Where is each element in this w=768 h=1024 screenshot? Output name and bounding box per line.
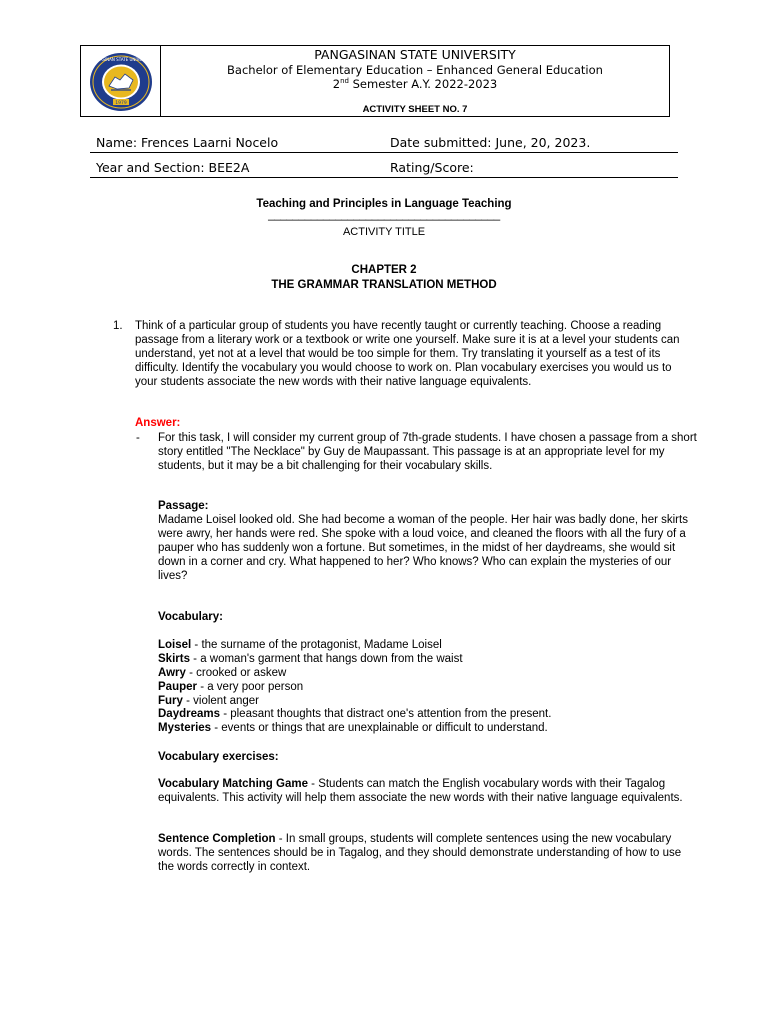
vocab-definition: - crooked or askew <box>185 666 287 679</box>
seal-text: PANGASINAN STATE UNIVERSITY <box>89 57 153 62</box>
vocabulary-item <box>158 653 688 667</box>
vocabulary-item <box>158 695 688 709</box>
vocab-word: Loisel <box>158 639 192 651</box>
vocab-definition: - violent anger <box>182 694 259 707</box>
title-underline: ______________________________________ <box>268 209 500 221</box>
university-name: PANGASINAN STATE UNIVERSITY <box>314 47 516 62</box>
course-title: Teaching and Principles in Language Teaching <box>256 198 512 210</box>
vocabulary-list <box>158 639 688 736</box>
vocabulary-item <box>158 708 688 722</box>
question-text: Think of a particular group of students you have recently taught or currently teaching. Choose a reading passage from a literary work or a textbook or write one yourself. Make sure it is at a level your students can understand, yet not at a level that would be too simple for them. Try translating it yourself as a test of its difficulty. Identify the vocabulary you would choose to work on. Plan vocabulary exercises you would us to your students associate the new words with their native language equivalents. <box>135 320 680 388</box>
exercise-title: Sentence Completion <box>158 833 276 845</box>
date-submitted: Date submitted: June, 20, 2023. <box>390 135 591 150</box>
semester-ordinal: 2 <box>332 77 341 91</box>
passage-heading: Passage: <box>158 500 209 512</box>
vocab-definition: - the surname of the protagonist, Madame Loisel <box>191 639 442 651</box>
vocabulary-item <box>158 667 688 681</box>
exercise-sentence-completion <box>158 833 688 875</box>
vocab-definition: - pleasant thoughts that distract one's attention from the present. <box>220 708 552 721</box>
vocab-word: Pauper <box>158 680 197 693</box>
activity-title-caption: ACTIVITY TITLE <box>342 226 426 238</box>
vocabulary-item <box>158 681 688 695</box>
vocab-definition: - a woman's garment that hangs down from the waist <box>189 652 463 665</box>
answer-intro: For this task, I will consider my current group of 7th-grade students. I have chosen a passage from a short story entitled "The Necklace" by Guy de Maupassant. This passage is at an appropriate level for my students, but it may be a bit challenging for their vocabulary skills. <box>158 432 697 472</box>
semester-line <box>161 77 669 91</box>
activity-sheet-number: ACTIVITY SHEET NO. 7 <box>362 104 468 115</box>
header-text <box>161 46 669 115</box>
answer-dash: - <box>136 432 140 444</box>
info-row-section <box>90 160 678 178</box>
vocab-definition: - a very poor person <box>197 680 304 693</box>
chapter-title: THE GRAMMAR TRANSLATION METHOD <box>271 279 497 291</box>
vocab-word: Mysteries <box>158 722 212 735</box>
vocabulary-heading: Vocabulary: <box>158 611 223 623</box>
vocabulary-item <box>158 722 688 736</box>
vocabulary-item <box>158 639 688 653</box>
semester-rest: Semester A.Y. 2022-2023 <box>348 77 498 91</box>
vocab-word: Daydreams <box>158 708 221 721</box>
exercise-text: - In small groups, students will complete sentences using the new vocabulary words. The sentences should be in Tagalog, and they should demonstrate understanding of how to use the words correctly in context. <box>158 833 682 873</box>
vocab-definition: - events or things that are unexplainable or difficult to understand. <box>211 722 548 735</box>
year-section: Year and Section: BEE2A <box>96 160 250 175</box>
logo-cell <box>81 46 161 116</box>
exercise-matching-game <box>158 778 688 806</box>
info-row-name <box>90 135 678 153</box>
program-name: Bachelor of Elementary Education – Enhanced General Education <box>227 63 603 77</box>
question-number: 1. <box>113 320 123 332</box>
university-seal-icon <box>89 52 153 112</box>
header-box <box>80 45 670 117</box>
vocab-word: Fury <box>158 694 183 707</box>
student-name: Name: Frences Laarni Nocelo <box>96 135 279 150</box>
exercise-text: - Students can match the English vocabulary words with their Tagalog equivalents. This activity will help them associate the new words with their native language equivalents. <box>158 778 683 804</box>
rating-score: Rating/Score: <box>390 160 474 175</box>
exercise-title: Vocabulary Matching Game <box>158 778 308 790</box>
passage-text: Madame Loisel looked old. She had become a woman of the people. Her hair was badly done, her skirts were awry, her hands were red. She spoke with a loud voice, and cleaned the floors with all the fury of a pauper who has suddenly won a fortune. But sometimes, in the midst of her daydreams, she would sit down in a corner and cry. What happened to her? Who knows? Who can explain the mysteries of our lives? <box>158 514 688 582</box>
chapter-number: CHAPTER 2 <box>351 264 417 276</box>
vocab-word: Awry <box>158 666 186 679</box>
semester-suffix: nd <box>340 77 349 86</box>
answer-label: Answer: <box>135 417 181 429</box>
exercises-heading: Vocabulary exercises: <box>158 751 279 763</box>
vocab-word: Skirts <box>158 652 190 665</box>
seal-year: 1979 <box>115 101 127 106</box>
